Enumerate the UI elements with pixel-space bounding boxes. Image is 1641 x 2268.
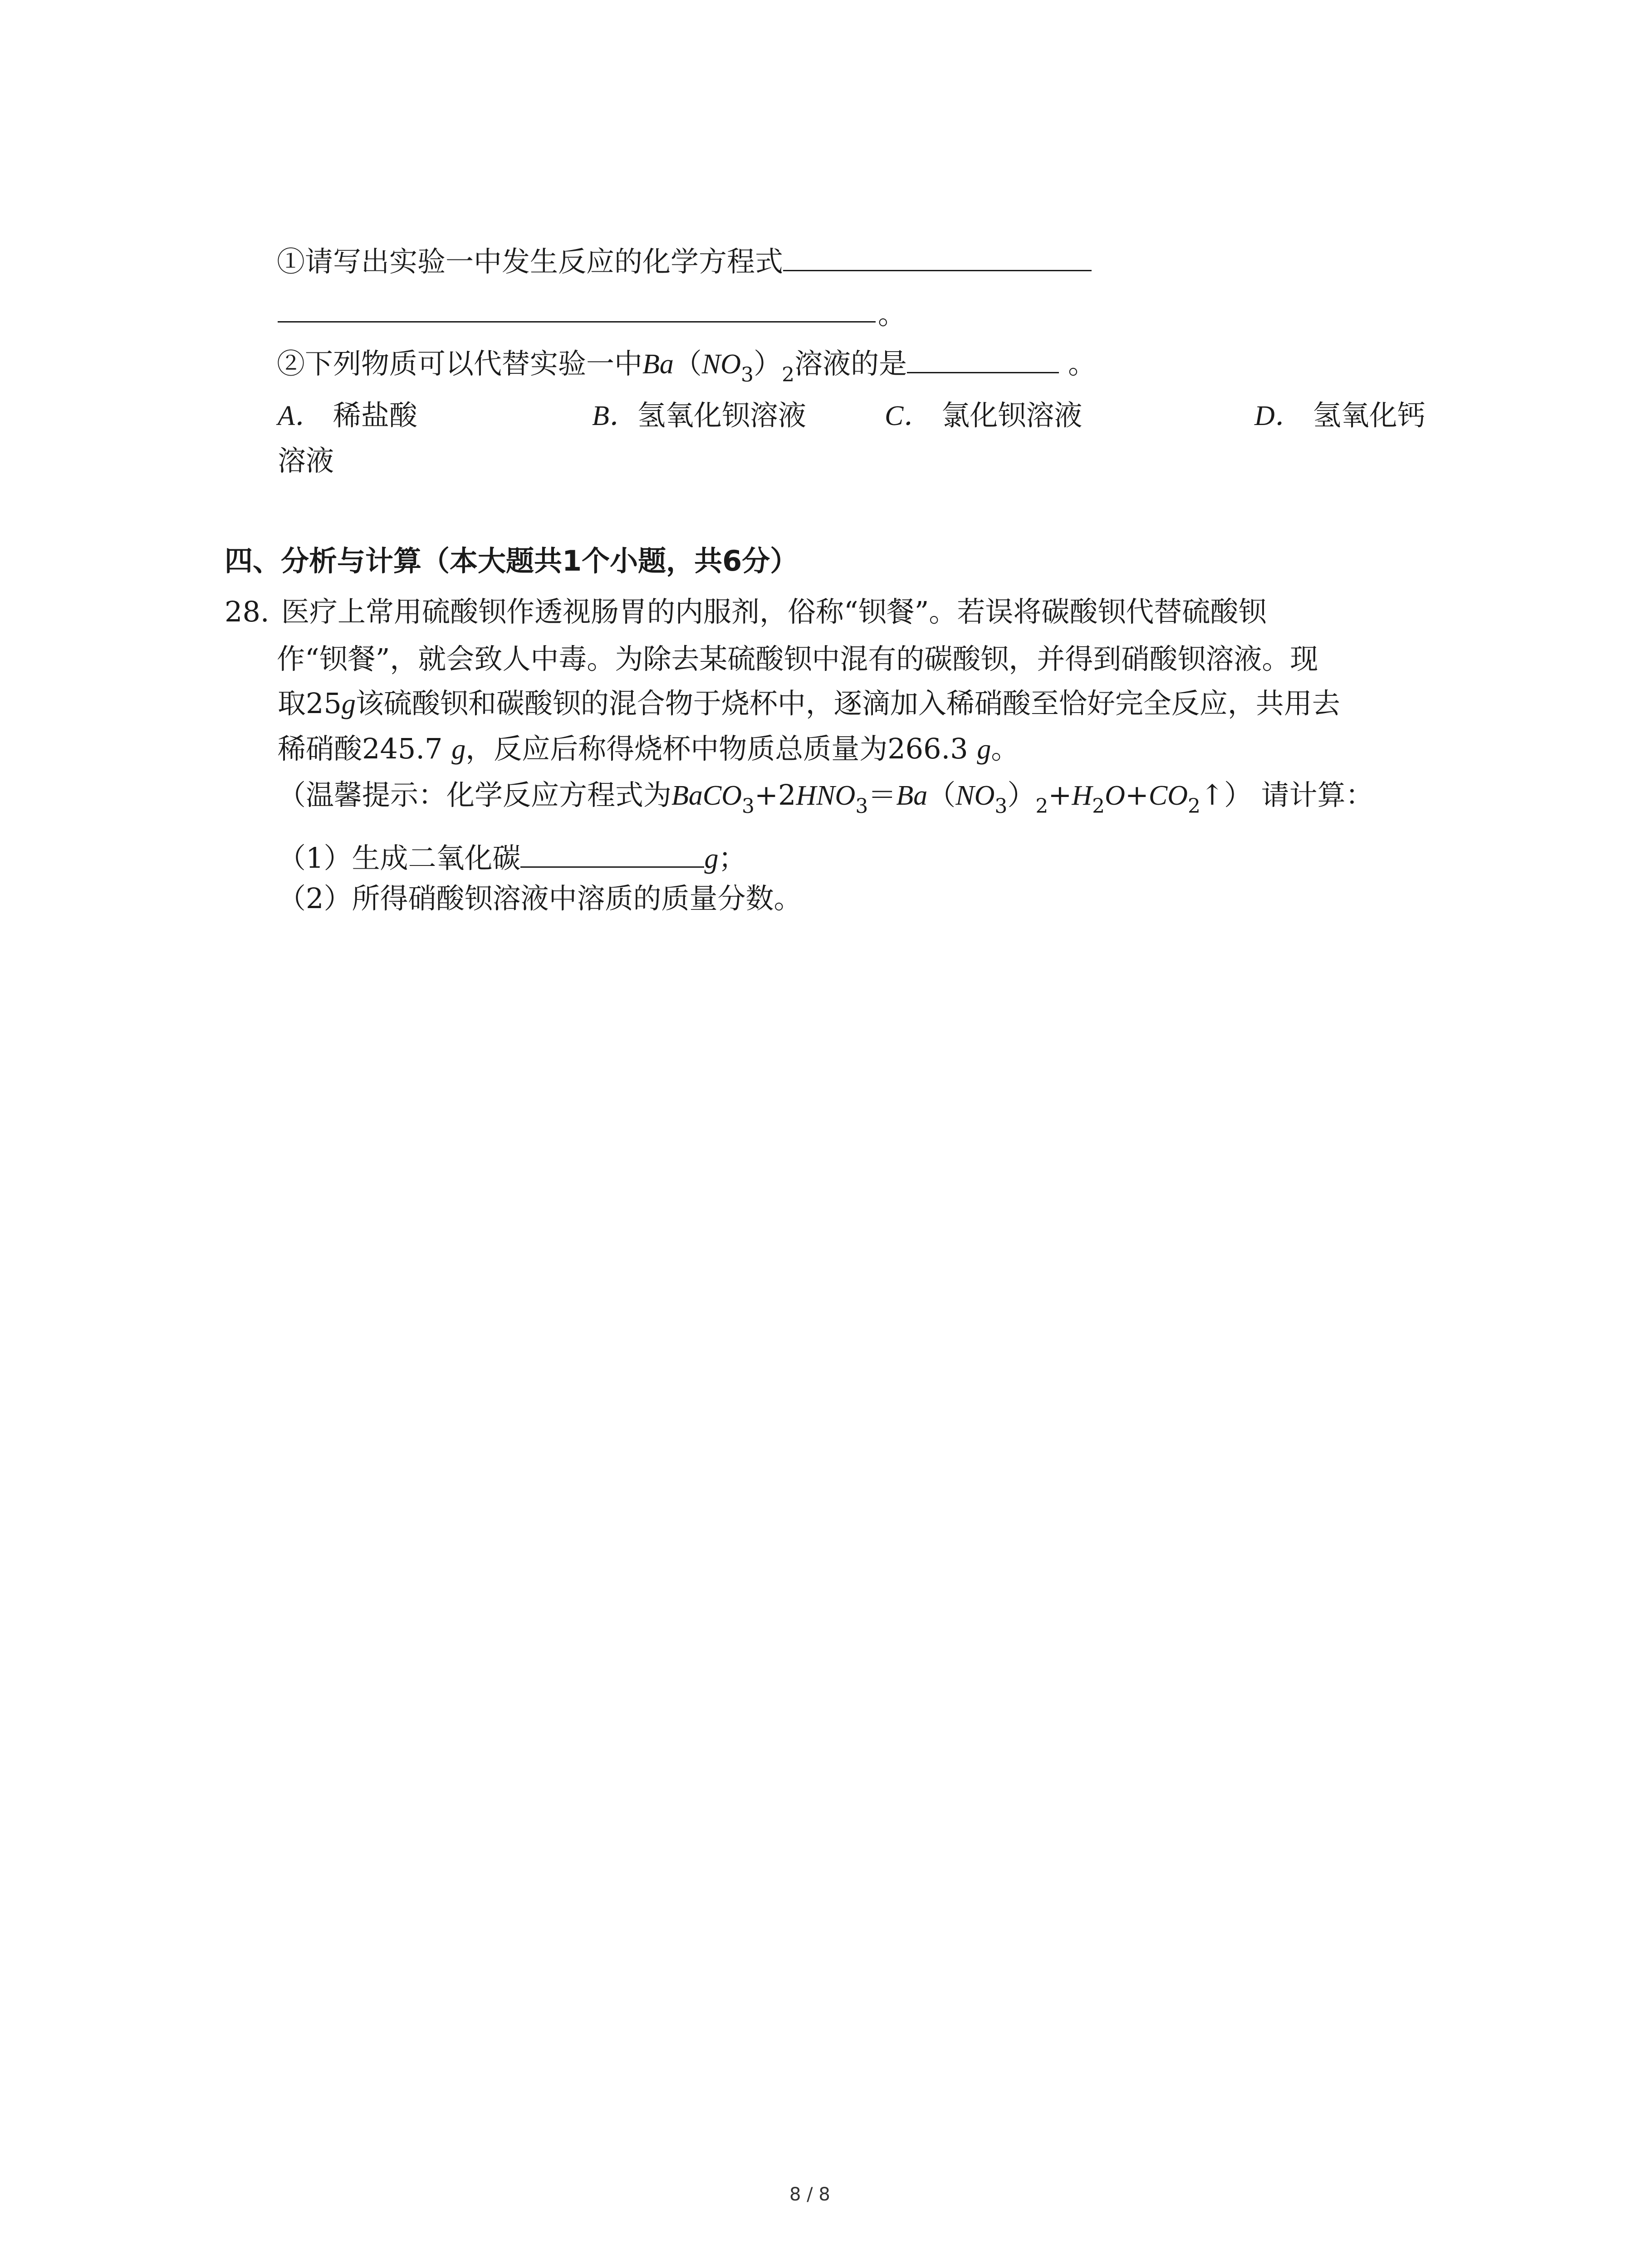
- page-number: 8 / 8: [789, 2184, 830, 2205]
- q27-sub2-sub2: 2: [782, 363, 795, 386]
- q27-sub1-end: 。: [878, 298, 906, 331]
- q27-sub2-paren-open: （: [673, 347, 702, 380]
- q27-option-d-text: 氢氧化钙: [1313, 399, 1425, 432]
- eq-hno: HNO: [796, 780, 856, 811]
- q27-option-b: [592, 401, 806, 430]
- eq-ba: Ba: [896, 780, 928, 811]
- eq-sub-3c: 3: [994, 795, 1008, 818]
- q28-part-1-end: ；: [718, 841, 747, 875]
- q28-hint: [278, 778, 1374, 818]
- q28-part-2: （2）所得硝酸钡溶液中溶质的质量分数。: [278, 882, 802, 915]
- q28-line-1: 医疗上常用硫酸钡作透视肠胃的内服剂，俗称“钡餐”。若误将碳酸钡代替硫酸钡: [281, 595, 1267, 628]
- eq-o: O: [1105, 780, 1125, 811]
- q28-number: 28.: [225, 595, 269, 628]
- gas-arrow-icon: ↑: [1200, 778, 1224, 811]
- q28-line-4-c: 。: [991, 732, 1019, 765]
- q27-sub2-prefix: ②下列物质可以代替实验一中: [277, 347, 643, 380]
- q27-option-a: [278, 401, 417, 430]
- eq-plus2: +2: [754, 778, 796, 811]
- eq-sub-2a: 2: [1035, 795, 1048, 818]
- eq-plus-a: +: [1048, 778, 1072, 811]
- eq-co: CO: [1148, 780, 1188, 811]
- q28-part-1-answer-blank[interactable]: [520, 839, 704, 868]
- q27-option-d-wrap: 溶液: [278, 444, 334, 477]
- eq-paren-close: ）: [1007, 778, 1036, 811]
- q27-sub2-answer-blank[interactable]: [907, 345, 1059, 373]
- eq-sub-3b: 3: [855, 795, 868, 818]
- q27-sub1-answer-blank-a[interactable]: [783, 243, 1092, 271]
- q27-sub1-line: [277, 243, 1092, 276]
- q28-line-4-unit-2: g: [977, 734, 991, 765]
- eq-equals: ＝: [868, 778, 896, 811]
- q27-sub1-text: ①请写出实验一中发生反应的化学方程式: [277, 245, 784, 278]
- q28-line-4: [278, 732, 1019, 765]
- q28-part-1-text: （1）生成二氧化碳: [278, 841, 521, 875]
- q28-hint-prefix: （温馨提示：化学反应方程式为: [278, 778, 672, 811]
- q27-sub2-end: 。: [1068, 347, 1097, 380]
- q28-part-1-unit: g: [704, 843, 719, 874]
- q27-option-b-letter: B．: [592, 401, 637, 431]
- q27-sub2-suffix: 溶液的是: [794, 347, 907, 380]
- q27-option-d: [1254, 401, 1425, 430]
- q28-line-3-unit: g: [341, 689, 356, 719]
- q28-line-3-a: 取25: [278, 687, 342, 720]
- q28-line-4-a: 稀硝酸245.7: [278, 732, 452, 765]
- q27-option-d-letter: D．: [1254, 401, 1303, 431]
- q27-option-a-text: 稀盐酸: [333, 399, 417, 432]
- q28-hint-suffix: ） 请计算：: [1224, 778, 1374, 811]
- q28-line-2: 作“钡餐”，就会致人中毒。为除去某硫酸钡中混有的碳酸钡，并得到硝酸钡溶液。现: [277, 642, 1318, 675]
- eq-sub-2c: 2: [1188, 795, 1200, 818]
- q27-option-c-text: 氯化钡溶液: [941, 399, 1083, 432]
- q27-sub2-paren-close: ）: [754, 347, 782, 380]
- eq-h: H: [1072, 780, 1092, 811]
- eq-paren-open: （: [927, 778, 956, 811]
- q27-option-a-letter: A．: [278, 401, 323, 431]
- q28-part-1: [278, 839, 746, 873]
- q28-line-4-unit-1: g: [451, 734, 466, 765]
- q27-sub2-ba: Ba: [642, 349, 674, 380]
- q27-option-c-letter: C．: [885, 401, 932, 431]
- eq-sub-3a: 3: [742, 795, 755, 818]
- q27-sub1-answer-blank-b[interactable]: [278, 321, 876, 323]
- q27-sub2-line: [277, 345, 1097, 386]
- q27-option-c: [885, 401, 1082, 430]
- q28-line-4-b: ，反应后称得烧杯中物质总质量为266.3: [465, 732, 977, 765]
- eq-plus-b: +: [1125, 778, 1149, 811]
- q27-sub2-sub3: 3: [741, 363, 754, 386]
- eq-sub-2b: 2: [1092, 795, 1105, 818]
- q28-line-3-b: 该硫酸钡和碳酸钡的混合物于烧杯中，逐滴加入稀硝酸至恰好完全反应，共用去: [355, 687, 1340, 720]
- section-heading: 四、分析与计算（本大题共1个小题，共6分）: [225, 544, 798, 577]
- q27-option-b-text: 氢氧化钡溶液: [637, 399, 806, 432]
- q27-sub2-no: NO: [701, 349, 741, 380]
- eq-baco: BaCO: [671, 780, 742, 811]
- q28-line-3: [278, 689, 1340, 718]
- eq-no: NO: [955, 780, 995, 811]
